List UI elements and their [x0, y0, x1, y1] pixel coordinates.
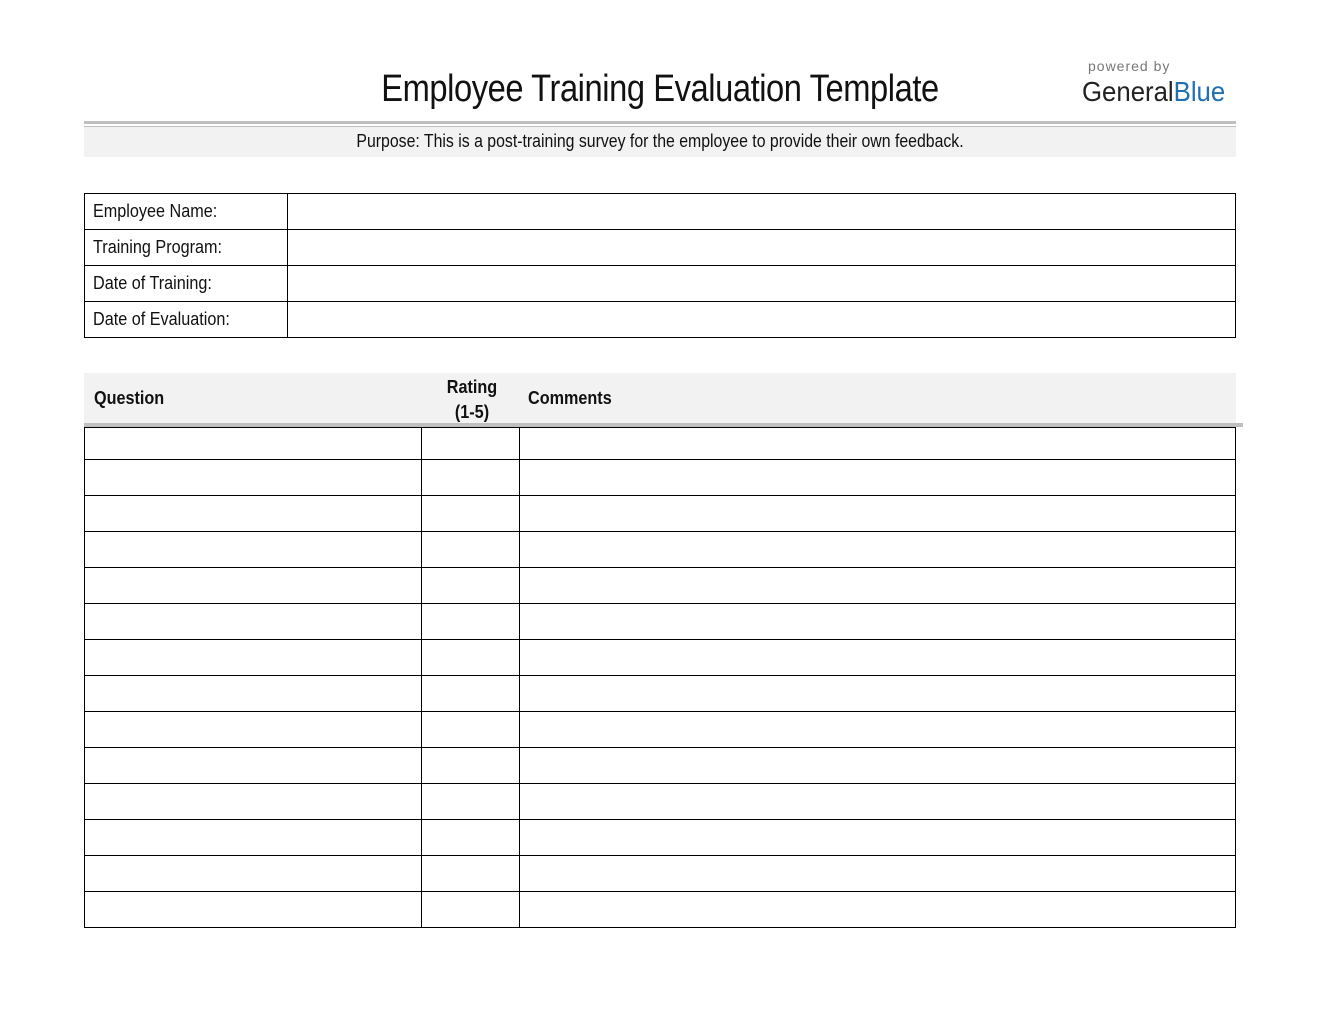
question-cell[interactable] [85, 820, 422, 856]
rating-cell[interactable] [422, 712, 520, 748]
column-header-comments: Comments [528, 388, 612, 408]
employee-info-table [84, 193, 1236, 338]
table-row [85, 784, 1236, 820]
question-cell[interactable] [85, 532, 422, 568]
question-cell[interactable] [85, 460, 422, 496]
question-cell[interactable] [85, 640, 422, 676]
rating-header-line1: Rating [446, 377, 498, 397]
purpose-text: Purpose: This is a post-training survey for the employee to provide their own feedback. [356, 131, 964, 151]
logo-general: General [1082, 76, 1174, 107]
question-cell[interactable] [85, 892, 422, 928]
question-cell[interactable] [85, 496, 422, 532]
table-row [85, 604, 1236, 640]
table-row [85, 676, 1236, 712]
info-value-field[interactable] [288, 230, 1236, 266]
info-label: Date of Evaluation: [93, 309, 230, 329]
rating-cell[interactable] [422, 604, 520, 640]
info-row [85, 302, 1236, 338]
info-label: Training Program: [93, 237, 223, 257]
comments-cell[interactable] [520, 568, 1236, 604]
info-label: Employee Name: [93, 201, 218, 221]
question-cell[interactable] [85, 604, 422, 640]
info-label-cell [85, 266, 288, 302]
question-cell[interactable] [85, 748, 422, 784]
rating-cell[interactable] [422, 568, 520, 604]
comments-cell[interactable] [520, 748, 1236, 784]
info-value-field[interactable] [288, 266, 1236, 302]
table-row [85, 428, 1236, 460]
comments-cell[interactable] [520, 856, 1236, 892]
rating-cell[interactable] [422, 428, 520, 460]
question-cell[interactable] [85, 856, 422, 892]
logo-blue: Blue [1173, 76, 1226, 107]
info-value-field[interactable] [288, 194, 1236, 230]
question-cell[interactable] [85, 676, 422, 712]
comments-cell[interactable] [520, 496, 1236, 532]
header-divider [84, 121, 1236, 124]
table-row [85, 496, 1236, 532]
purpose-banner [84, 127, 1236, 157]
rating-cell[interactable] [422, 748, 520, 784]
page-title: Employee Training Evaluation Template [381, 68, 939, 110]
powered-by-label: powered by [1088, 58, 1171, 74]
rating-cell[interactable] [422, 496, 520, 532]
comments-cell[interactable] [520, 676, 1236, 712]
table-row [85, 856, 1236, 892]
brand-logo[interactable] [1082, 58, 1242, 108]
info-label: Date of Training: [93, 273, 212, 293]
table-row [85, 532, 1236, 568]
comments-cell[interactable] [520, 532, 1236, 568]
info-value-field[interactable] [288, 302, 1236, 338]
table-row [85, 892, 1236, 928]
rating-cell[interactable] [422, 856, 520, 892]
question-cell[interactable] [85, 712, 422, 748]
table-row [85, 460, 1236, 496]
table-row [85, 712, 1236, 748]
evaluation-header [84, 373, 1236, 425]
question-cell[interactable] [85, 568, 422, 604]
comments-cell[interactable] [520, 784, 1236, 820]
info-label-cell [85, 230, 288, 266]
comments-cell[interactable] [520, 604, 1236, 640]
comments-cell[interactable] [520, 712, 1236, 748]
table-row [85, 640, 1236, 676]
comments-cell[interactable] [520, 820, 1236, 856]
rating-cell[interactable] [422, 676, 520, 712]
info-row [85, 266, 1236, 302]
comments-cell[interactable] [520, 460, 1236, 496]
question-cell[interactable] [85, 784, 422, 820]
comments-cell[interactable] [520, 640, 1236, 676]
comments-cell[interactable] [520, 892, 1236, 928]
rating-cell[interactable] [422, 892, 520, 928]
table-row [85, 568, 1236, 604]
rating-cell[interactable] [422, 532, 520, 568]
comments-cell[interactable] [520, 428, 1236, 460]
info-label-cell [85, 302, 288, 338]
column-header-rating [427, 375, 517, 425]
info-row [85, 230, 1236, 266]
column-header-question: Question [94, 388, 165, 408]
rating-cell[interactable] [422, 460, 520, 496]
evaluation-table [84, 427, 1236, 928]
rating-cell[interactable] [422, 820, 520, 856]
rating-header-line2: (1-5) [454, 402, 490, 422]
table-row [85, 820, 1236, 856]
table-row [85, 748, 1236, 784]
question-cell[interactable] [85, 428, 422, 460]
rating-cell[interactable] [422, 640, 520, 676]
info-label-cell [85, 194, 288, 230]
generalblue-logo [1082, 76, 1229, 108]
info-row [85, 194, 1236, 230]
rating-cell[interactable] [422, 784, 520, 820]
